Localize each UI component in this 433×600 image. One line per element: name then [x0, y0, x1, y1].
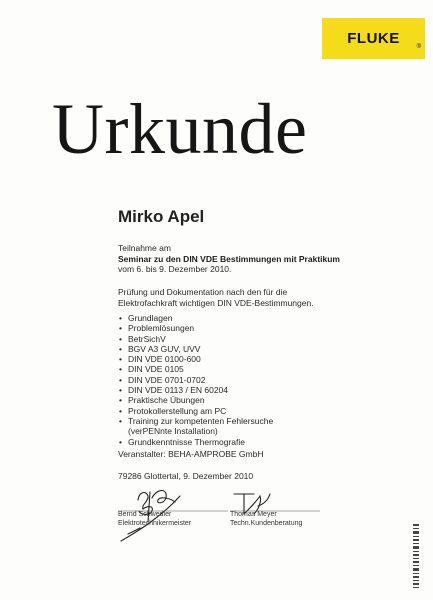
signatures-drawing: [0, 478, 433, 548]
logo-registered-mark: ®: [416, 44, 421, 50]
list-item: • Grundkenntnisse Thermografie: [118, 437, 273, 447]
signer-right-role: Techn.Kundenberatung: [230, 519, 303, 527]
description-block: [118, 287, 314, 308]
signature-left-block: [118, 511, 191, 528]
participation-intro: Teilnahme am: [118, 243, 171, 253]
organizer-line: Veranstalter: BEHA-AMPROBE GmbH: [118, 449, 264, 459]
place-date-line: 79286 Glottertal, 9. Dezember 2010: [118, 471, 254, 481]
list-item: • Problemlösungen: [118, 323, 273, 333]
seminar-title: Seminar zu den DIN VDE Bestimmungen mit Praktikum: [118, 253, 340, 264]
signer-right-name: Thomas Meyer: [230, 511, 277, 518]
signature-area: [0, 478, 433, 548]
list-item: • Training zur kompetenten Fehlersuche: [118, 416, 273, 426]
logo-text: FLUKE: [347, 30, 400, 47]
list-item: • BetrSichV: [118, 334, 273, 344]
description-line-2: Elektrofachkraft wichtigen DIN VDE-Bestimmungen.: [118, 297, 314, 308]
fluke-logo: [322, 18, 425, 59]
description-line-1: Prüfung und Dokumentation nach den für die: [118, 287, 288, 297]
list-item: • DIN VDE 0100-600: [118, 354, 273, 364]
barcode-icon: [411, 524, 421, 590]
signer-left-name: Bernd Schwedler: [118, 511, 172, 518]
seminar-dates: vom 6. bis 9. Dezember 2010.: [118, 264, 232, 275]
participation-block: [118, 243, 340, 275]
certificate-title: Urkunde: [52, 89, 308, 169]
recipient-name: Mirko Apel: [118, 207, 205, 226]
list-item: • Protokollerstellung am PC: [118, 406, 273, 416]
list-item: • DIN VDE 0113 / EN 60204: [118, 385, 273, 395]
list-item-continuation: (verPENnte Installation): [128, 426, 218, 437]
list-item: • Grundlagen: [118, 313, 273, 323]
signer-left-role: Elektrotechnikermeister: [118, 519, 192, 527]
list-item: • BGV A3 GUV, UVV: [118, 344, 273, 354]
list-item: • DIN VDE 0701-0702: [118, 375, 273, 385]
topics-list: [118, 313, 273, 447]
list-item: • Praktische Übungen: [118, 395, 273, 405]
signature-right-block: [230, 511, 302, 528]
list-item: • DIN VDE 0105: [118, 364, 273, 374]
